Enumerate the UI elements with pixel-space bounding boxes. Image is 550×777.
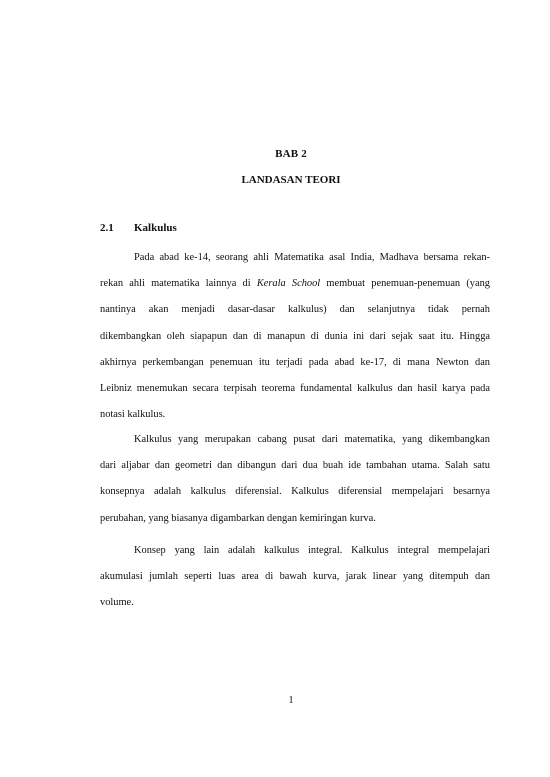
- paragraph-line: konsepnya adalah kalkulus diferensial. Kalkulus diferensial mempelajari besarnya: [100, 486, 490, 498]
- paragraph-line: Pada abad ke-14, seorang ahli Matematika asal India, Madhava bersama rekan-: [134, 252, 490, 263]
- paragraph-line: akhirnya perkembangan penemuan itu terjadi pada abad ke-17, di mana Newton dan: [100, 356, 490, 368]
- page-number: 1: [288, 695, 294, 706]
- paragraph-line-segment: membuat penemuan-penemuan (yang: [320, 278, 490, 290]
- paragraph-line: perubahan, yang biasanya digambarkan dengan kemiringan kurva.: [100, 512, 376, 524]
- paragraph-line: nantinya akan menjadi dasar-dasar kalkulus) dan selanjutnya tidak pernah: [100, 304, 490, 316]
- section-heading: [100, 222, 177, 234]
- paragraph-line: dari aljabar dan geometri dan dibangun dari dua buah ide tambahan utama. Salah satu: [100, 460, 490, 472]
- section-number: 2.1: [100, 222, 114, 234]
- paragraph-line: akumulasi jumlah seperti luas area di bawah kurva, jarak linear yang ditempuh dan: [100, 571, 490, 583]
- paragraph-line: notasi kalkulus.: [100, 409, 166, 421]
- paragraph-line: dikembangkan oleh siapapun dan di manapun di dunia ini dari sejak saat itu. Hingga: [100, 330, 490, 342]
- paragraph-2: [100, 427, 490, 532]
- paragraph-line: Leibniz menemukan secara terpisah teorema fundamental kalkulus dan hasil karya pada: [100, 382, 490, 394]
- section-title: Kalkulus: [134, 222, 177, 234]
- paragraph-line: Konsep yang lain adalah kalkulus integral. Kalkulus integral mempelajari: [134, 545, 490, 556]
- paragraph-3: [100, 538, 490, 617]
- paragraph-line: volume.: [100, 597, 134, 609]
- chapter-title: LANDASAN TEORI: [241, 174, 341, 186]
- paragraph-line: [100, 271, 490, 297]
- paragraph-line: Kalkulus yang merupakan cabang pusat dari matematika, yang dikembangkan: [134, 434, 490, 445]
- paragraph-1: [100, 245, 490, 428]
- chapter-number: BAB 2: [275, 148, 307, 160]
- paragraph-line-segment: rekan ahli matematika lainnya di: [100, 278, 257, 290]
- italic-phrase: Kerala School: [256, 278, 321, 290]
